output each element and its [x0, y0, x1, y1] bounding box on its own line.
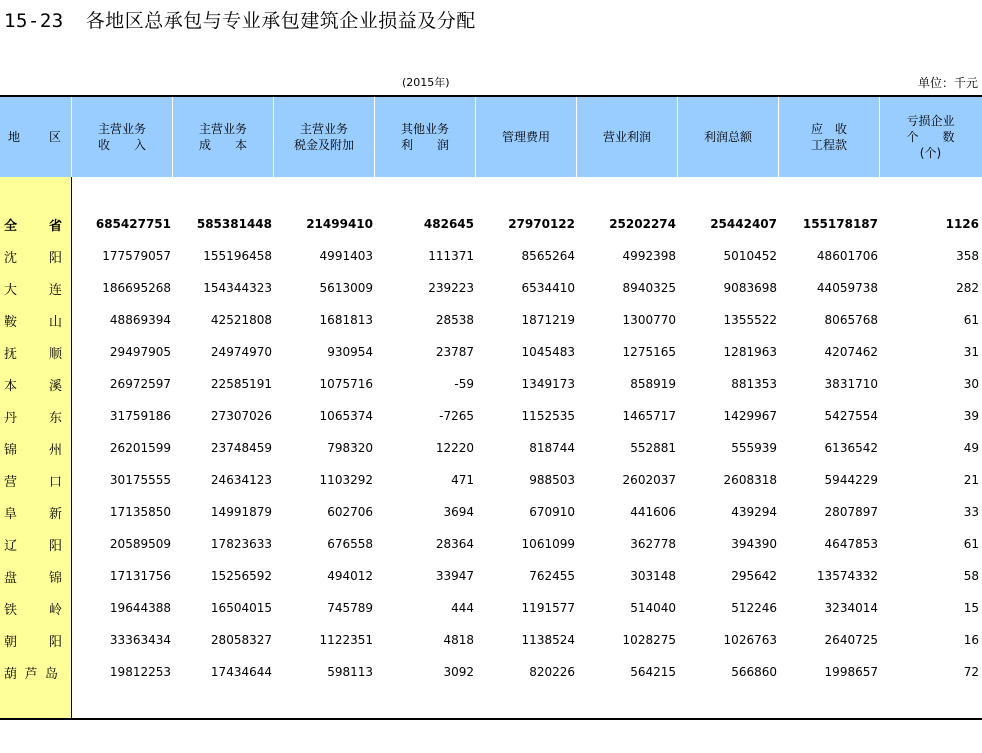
region-name-char: 山: [48, 314, 62, 330]
table-cell: 28364: [435, 537, 474, 551]
column-header-text: 利润总额: [703, 130, 752, 144]
column-header: [173, 97, 274, 177]
table-cell: 42521808: [210, 313, 272, 327]
table-cell: 471: [451, 473, 474, 487]
table-cell: 4647853: [824, 537, 878, 551]
table-cell: 61: [963, 313, 979, 327]
table-cell: 25442407: [710, 217, 777, 231]
table-cell: 1138524: [521, 633, 575, 647]
region-name: [0, 535, 72, 554]
region-name-char: 锦: [4, 442, 18, 458]
table-cell: 598113: [327, 665, 373, 679]
region-name-char: 锦: [48, 570, 62, 586]
region-name-char: 朝: [4, 634, 18, 650]
table-cell: 28538: [435, 313, 474, 327]
column-header-text: 管理费用: [501, 130, 550, 144]
table-cell: 1191577: [521, 601, 575, 615]
table-cell: 21: [963, 473, 979, 487]
table-cell: 3694: [443, 505, 474, 519]
table-cell: 13574332: [816, 569, 878, 583]
region-name: [0, 311, 72, 330]
table-cell: 1045483: [521, 345, 575, 359]
table-cell: 5427554: [824, 409, 878, 423]
region-name: [0, 503, 72, 522]
table-row: [0, 240, 982, 272]
table-row: [0, 592, 982, 624]
table-header: [0, 97, 982, 177]
table-cell: 1998657: [824, 665, 878, 679]
region-name: [0, 631, 72, 650]
table-cell: 154344323: [203, 281, 272, 295]
unit-label: 单位：千元: [917, 76, 978, 90]
table-cell: 21499410: [306, 217, 373, 231]
table-cell: 49: [963, 441, 979, 455]
table-cell: 1122351: [319, 633, 373, 647]
table-cell: 2640725: [824, 633, 878, 647]
table-cell: 4992398: [622, 249, 676, 263]
region-name: [0, 279, 72, 298]
column-header-text: 主营业务: [97, 122, 146, 136]
table-cell: 1349173: [521, 377, 575, 391]
region-name-char: 连: [48, 282, 62, 298]
table-cell: 1871219: [521, 313, 575, 327]
table-cell: 1103292: [319, 473, 373, 487]
table-cell: 15: [963, 601, 979, 615]
region-name-char: 盘: [4, 570, 18, 586]
table-cell: 23787: [435, 345, 474, 359]
table-cell: 8940325: [622, 281, 676, 295]
region-name-char: 岭: [48, 602, 62, 618]
table-cell: 1465717: [622, 409, 676, 423]
table-cell: 22585191: [210, 377, 272, 391]
table-cell: 1075716: [319, 377, 373, 391]
table-row: [0, 624, 982, 656]
table-cell: 27970122: [508, 217, 575, 231]
table-cell: 685427751: [95, 217, 171, 231]
table-body: [0, 208, 982, 688]
region-name: [0, 663, 72, 682]
column-header-text: 地: [8, 130, 21, 144]
table-row: [0, 528, 982, 560]
table-cell: 1126: [945, 217, 979, 231]
table-cell: 155178187: [802, 217, 878, 231]
table-row: [0, 432, 982, 464]
region-name: [0, 247, 72, 266]
table-cell: 19644388: [109, 601, 171, 615]
table-cell: 29497905: [109, 345, 171, 359]
column-header-text: 其他业务: [400, 122, 449, 136]
region-name-char: 州: [48, 442, 62, 458]
column-header-text: (个): [919, 146, 942, 160]
column-header: [72, 97, 173, 177]
table-cell: 3092: [443, 665, 474, 679]
table-cell: 28058327: [210, 633, 272, 647]
table-cell: 239223: [428, 281, 474, 295]
column-header-text: 应 收: [810, 122, 847, 136]
table-cell: 6136542: [824, 441, 878, 455]
column-header-text: 收 入: [97, 138, 146, 152]
table-row: [0, 368, 982, 400]
table-cell: 514040: [630, 601, 676, 615]
table-cell: 295642: [731, 569, 777, 583]
table-cell: 4991403: [319, 249, 373, 263]
table-cell: 5010452: [723, 249, 777, 263]
column-header-text: 工程款: [810, 138, 847, 152]
table-row: [0, 464, 982, 496]
table-cell: 33: [963, 505, 979, 519]
region-name-char: 大: [4, 282, 18, 298]
table-cell: 26201599: [109, 441, 171, 455]
column-header-text: 利 润: [400, 138, 449, 152]
table-cell: 2608318: [723, 473, 777, 487]
table-cell: 19812253: [109, 665, 171, 679]
region-name: [0, 407, 72, 426]
table-cell: 482645: [423, 217, 474, 231]
table-cell: -59: [454, 377, 474, 391]
region-name: [0, 375, 72, 394]
table-cell: 33947: [435, 569, 474, 583]
column-header: [274, 97, 375, 177]
table-cell: 441606: [630, 505, 676, 519]
table-cell: 1300770: [622, 313, 676, 327]
table-cell: 48869394: [109, 313, 171, 327]
table-cell: 15256592: [210, 569, 272, 583]
year-label: (2015年): [402, 76, 450, 89]
table-cell: 2602037: [622, 473, 676, 487]
table-cell: 4818: [443, 633, 474, 647]
table-cell: 1681813: [319, 313, 373, 327]
table-cell: 9083698: [723, 281, 777, 295]
region-name-char: 辽: [4, 538, 18, 554]
table-cell: 585381448: [196, 217, 272, 231]
table-cell: 4207462: [824, 345, 878, 359]
table-cell: 177579057: [102, 249, 171, 263]
table-cell: 26972597: [109, 377, 171, 391]
table-cell: 16: [963, 633, 979, 647]
column-header-text: 主营业务: [198, 122, 247, 136]
table-row: [0, 560, 982, 592]
table-cell: 31: [963, 345, 979, 359]
table-cell: 186695268: [102, 281, 171, 295]
page-title: [4, 6, 476, 33]
column-header: [577, 97, 678, 177]
table-cell: 17131756: [109, 569, 171, 583]
region-name-char: 营: [4, 474, 18, 490]
table-cell: 444: [451, 601, 474, 615]
region-name: [0, 343, 72, 362]
table-cell: 30: [963, 377, 979, 391]
table-cell: 566860: [731, 665, 777, 679]
bottom-rule: [0, 718, 982, 720]
table-cell: 552881: [630, 441, 676, 455]
table-cell: 72: [963, 665, 979, 679]
table-cell: 39: [963, 409, 979, 423]
table-cell: 602706: [327, 505, 373, 519]
table-cell: 5944229: [824, 473, 878, 487]
column-header-text: 营业利润: [602, 130, 651, 144]
table-cell: 362778: [630, 537, 676, 551]
table-cell: 930954: [327, 345, 373, 359]
column-header: [880, 97, 981, 177]
column-header-text: 区: [48, 130, 61, 144]
table-row: [0, 400, 982, 432]
table-row: [0, 656, 982, 688]
table-cell: 16504015: [210, 601, 272, 615]
table-row: [0, 208, 982, 240]
table-cell: 24974970: [210, 345, 272, 359]
table-cell: 439294: [731, 505, 777, 519]
table-cell: 6534410: [521, 281, 575, 295]
region-name-char: 抚: [4, 346, 18, 362]
table-cell: 1065374: [319, 409, 373, 423]
table-cell: 48601706: [816, 249, 878, 263]
region-name-char: 丹: [4, 410, 18, 426]
table-cell: 564215: [630, 665, 676, 679]
table-cell: 17434644: [210, 665, 272, 679]
table-cell: 1028275: [622, 633, 676, 647]
region-name: [0, 599, 72, 618]
column-header-text: 主营业务: [299, 122, 348, 136]
table-row: [0, 336, 982, 368]
table-cell: 1026763: [723, 633, 777, 647]
table-cell: 494012: [327, 569, 373, 583]
region-name-char: 葫: [4, 666, 18, 682]
table-cell: 27307026: [210, 409, 272, 423]
table-cell: 1355522: [723, 313, 777, 327]
table-cell: 30175555: [109, 473, 171, 487]
region-name-char: 阳: [48, 634, 62, 650]
column-header: [678, 97, 779, 177]
table-cell: -7265: [439, 409, 474, 423]
table-cell: 24634123: [210, 473, 272, 487]
table-title: 各地区总承包与专业承包建筑企业损益及分配: [85, 10, 476, 32]
table-row: [0, 272, 982, 304]
table-cell: 858919: [630, 377, 676, 391]
table-row: [0, 304, 982, 336]
table-cell: 31759186: [109, 409, 171, 423]
region-name-char: 省: [48, 218, 62, 234]
region-name: [0, 567, 72, 586]
column-header: [476, 97, 577, 177]
table-cell: 8065768: [824, 313, 878, 327]
table-number: 15-23: [4, 10, 64, 32]
table-cell: 1152535: [521, 409, 575, 423]
region-name-char: 阜: [4, 506, 18, 522]
table-cell: 512246: [731, 601, 777, 615]
table-cell: 5613009: [319, 281, 373, 295]
column-header: [779, 97, 880, 177]
region-name-char: 口: [48, 474, 62, 490]
region-name: [0, 439, 72, 458]
table-cell: 1275165: [622, 345, 676, 359]
region-name-char: 顺: [48, 346, 62, 362]
region-name-char: 溪: [48, 378, 62, 394]
table-cell: 394390: [731, 537, 777, 551]
table-cell: 358: [956, 249, 979, 263]
table-cell: 33363434: [109, 633, 171, 647]
table-row: [0, 496, 982, 528]
column-header-text: 成 本: [198, 138, 247, 152]
column-header: [0, 97, 72, 177]
region-name-char: 鞍: [4, 314, 18, 330]
table-cell: 282: [956, 281, 979, 295]
table-cell: 3234014: [824, 601, 878, 615]
table-cell: 12220: [435, 441, 474, 455]
region-name: [0, 215, 72, 234]
table-cell: 676558: [327, 537, 373, 551]
table-cell: 303148: [630, 569, 676, 583]
table-cell: 20589509: [109, 537, 171, 551]
table-cell: 2807897: [824, 505, 878, 519]
region-name-char: 芦: [24, 666, 38, 682]
table-cell: 1429967: [723, 409, 777, 423]
table-cell: 555939: [731, 441, 777, 455]
table-cell: 61: [963, 537, 979, 551]
table-cell: 988503: [529, 473, 575, 487]
table-cell: 818744: [529, 441, 575, 455]
table-cell: 111371: [428, 249, 474, 263]
region-name-char: 岛: [44, 666, 58, 682]
column-header-text: 个 数: [906, 130, 955, 144]
table-cell: 762455: [529, 569, 575, 583]
region-name: [0, 471, 72, 490]
region-name-char: 东: [48, 410, 62, 426]
table-cell: 155196458: [203, 249, 272, 263]
table-cell: 58: [963, 569, 979, 583]
region-name-char: 阳: [48, 250, 62, 266]
table-cell: 1281963: [723, 345, 777, 359]
table-cell: 25202274: [609, 217, 676, 231]
table-cell: 17823633: [210, 537, 272, 551]
column-header-text: 税金及附加: [293, 138, 354, 152]
table-cell: 745789: [327, 601, 373, 615]
table-cell: 23748459: [210, 441, 272, 455]
column-header: [375, 97, 476, 177]
table-cell: 17135850: [109, 505, 171, 519]
region-name-char: 本: [4, 378, 18, 394]
table-cell: 44059738: [816, 281, 878, 295]
region-name-char: 新: [48, 506, 62, 522]
region-name-char: 铁: [4, 602, 18, 618]
region-name-char: 沈: [4, 250, 18, 266]
region-name-char: 全: [4, 218, 18, 234]
table-cell: 881353: [731, 377, 777, 391]
table-cell: 3831710: [824, 377, 878, 391]
table-cell: 8565264: [521, 249, 575, 263]
column-header-text: 亏损企业: [906, 114, 955, 128]
table-cell: 14991879: [210, 505, 272, 519]
table-cell: 820226: [529, 665, 575, 679]
table-cell: 670910: [529, 505, 575, 519]
table-cell: 1061099: [521, 537, 575, 551]
table-cell: 798320: [327, 441, 373, 455]
region-name-char: 阳: [48, 538, 62, 554]
